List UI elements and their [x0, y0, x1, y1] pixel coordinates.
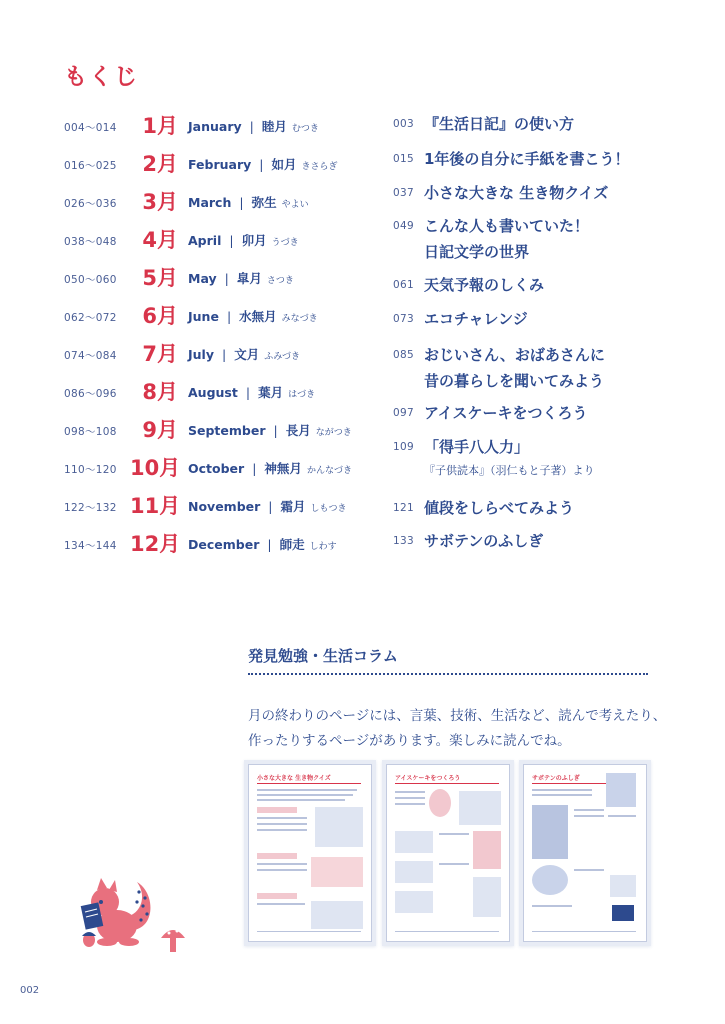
month-row [0, 454, 360, 484]
month-row [0, 416, 360, 446]
contents-page-number: 085 [393, 349, 414, 361]
month-english: March [188, 195, 232, 210]
month-page-range: 074〜084 [64, 350, 117, 362]
page-number: 002 [20, 985, 40, 996]
contents-title [424, 342, 605, 394]
separator: | [239, 195, 244, 210]
thumbnail-creature-quiz [248, 764, 372, 942]
month-number: 10月 [130, 456, 181, 480]
month-english: January [188, 119, 242, 134]
separator: | [221, 347, 227, 362]
separator: | [245, 385, 251, 400]
column-text-line-2: 作ったりするページがあります。楽しみに読んでね。 [248, 733, 571, 749]
month-number: 9月 [142, 418, 178, 442]
column-title: 発見勉強・生活コラム [248, 647, 398, 665]
month-number: 12月 [130, 532, 181, 556]
page-title: もくじ [64, 64, 139, 90]
thumbnail-ice-cake [386, 764, 510, 942]
month-names [188, 117, 319, 135]
month-number: 5月 [142, 266, 178, 290]
month-japanese: 長月 [285, 423, 311, 438]
contents-title [424, 272, 544, 298]
contents-page-number: 097 [393, 407, 414, 419]
month-reading: ながつき [315, 428, 352, 438]
month-japanese: 師走 [279, 537, 305, 552]
contents-page-number: 061 [393, 279, 414, 291]
month-reading: かんなづき [306, 466, 352, 476]
contents-title-line: 天気予報のしくみ [424, 276, 545, 294]
month-page-range: 062〜072 [64, 312, 117, 324]
contents-title-line: エコチャレンジ [424, 310, 528, 328]
month-number: 6月 [142, 304, 178, 328]
month-names [188, 307, 318, 325]
month-english: February [188, 157, 252, 172]
month-japanese: 葉月 [258, 385, 284, 400]
month-row [0, 530, 360, 560]
contents-title-line: こんな人も書いていた！ [424, 217, 590, 235]
month-japanese: 文月 [234, 347, 260, 362]
month-names [188, 345, 300, 363]
squirrel-illustration [75, 860, 187, 960]
separator: | [273, 423, 278, 438]
contents-title-line-2: 日記文学の世界 [424, 243, 530, 261]
column-description [248, 704, 668, 754]
month-page-range: 098〜108 [64, 426, 117, 438]
month-number: 11月 [130, 494, 181, 518]
contents-page-number: 133 [393, 535, 414, 547]
month-number: 1月 [142, 114, 178, 138]
month-reading: みなづき [281, 314, 318, 324]
contents-title [424, 146, 629, 172]
month-japanese: 睦月 [261, 119, 287, 134]
contents-title-line: 値段をしらべてみよう [424, 499, 575, 517]
month-english: May [188, 271, 217, 286]
separator: | [226, 309, 232, 324]
month-page-range: 110〜120 [64, 464, 117, 476]
month-english: August [188, 385, 238, 400]
contents-title-line: サボテンのふしぎ [424, 532, 544, 550]
month-row [0, 492, 360, 522]
contents-title [424, 495, 574, 521]
month-english: April [188, 233, 222, 248]
month-reading: さつき [266, 276, 294, 286]
month-japanese: 霜月 [280, 499, 306, 514]
acorn-icon [82, 932, 96, 947]
mushroom-icon [161, 930, 185, 953]
separator: | [267, 537, 272, 552]
month-reading: ふみづき [264, 352, 301, 362]
thumbnail-title: サボテンのふしぎ [532, 775, 580, 782]
month-number: 3月 [142, 190, 178, 214]
month-english: July [188, 347, 214, 362]
contents-title [424, 111, 574, 137]
separator: | [252, 461, 257, 476]
month-reading: はづき [288, 390, 316, 400]
contents-title [424, 528, 543, 554]
month-row [0, 302, 360, 332]
month-reading: しもつき [310, 504, 347, 514]
month-row [0, 378, 360, 408]
contents-page-number: 049 [393, 220, 414, 232]
month-names [188, 421, 352, 439]
month-english: June [188, 309, 219, 324]
month-page-range: 086〜096 [64, 388, 117, 400]
month-number: 2月 [142, 152, 178, 176]
month-names [188, 497, 347, 515]
month-reading: しわす [309, 542, 337, 552]
month-english: September [188, 423, 266, 438]
month-page-range: 122〜132 [64, 502, 117, 514]
month-row [0, 340, 360, 370]
month-page-range: 038〜048 [64, 236, 117, 248]
contents-title [424, 434, 529, 460]
month-japanese: 皐月 [236, 271, 262, 286]
month-page-range: 016〜025 [64, 160, 117, 172]
month-reading: やよい [281, 200, 309, 210]
month-names [188, 535, 337, 553]
month-row [0, 264, 360, 294]
month-page-range: 026〜036 [64, 198, 117, 210]
month-row [0, 226, 360, 256]
contents-page-number: 003 [393, 118, 414, 130]
contents-title-line: 「得手八人力」 [424, 438, 530, 456]
month-page-range: 050〜060 [64, 274, 117, 286]
contents-title [424, 180, 608, 206]
month-names [188, 459, 352, 477]
column-divider [248, 673, 648, 675]
contents-title [424, 213, 589, 265]
month-row [0, 188, 360, 218]
month-page-range: 134〜144 [64, 540, 117, 552]
thumbnail-title: アイスケーキをつくろう [395, 775, 461, 782]
contents-page-number: 121 [393, 502, 414, 514]
month-english: November [188, 499, 261, 514]
contents-title-line: 『生活日記』の使い方 [424, 115, 575, 133]
month-reading: きさらぎ [301, 162, 338, 172]
contents-title-line-2: 昔の暮らしを聞いてみよう [424, 372, 605, 390]
separator: | [249, 119, 254, 134]
month-japanese: 水無月 [239, 309, 277, 324]
contents-title-line: アイスケーキをつくろう [424, 404, 588, 422]
contents-page-number: 109 [393, 441, 414, 453]
contents-page-number: 073 [393, 313, 414, 325]
month-row [0, 150, 360, 180]
month-reading: うづき [271, 238, 299, 248]
month-names [188, 155, 338, 173]
month-names [188, 383, 315, 401]
contents-title-line: 1年後の自分に手紙を書こう！ [424, 150, 630, 168]
month-japanese: 弥生 [251, 195, 277, 210]
separator: | [229, 233, 234, 248]
month-number: 7月 [142, 342, 178, 366]
month-japanese: 如月 [271, 157, 297, 172]
month-number: 8月 [142, 380, 178, 404]
contents-title-line: おじいさん、おばあさんに [424, 346, 605, 364]
separator: | [259, 157, 264, 172]
month-names [188, 231, 299, 249]
month-reading: むつき [291, 124, 319, 134]
month-japanese: 卯月 [241, 233, 267, 248]
month-names [188, 269, 294, 287]
column-text-line-1: 月の終わりのページには、言葉、技術、生活など、読んで考えたり、 [248, 708, 667, 724]
month-row [0, 112, 360, 142]
month-english: October [188, 461, 245, 476]
thumbnail-title: 小さな大きな 生き物クイズ [257, 775, 331, 782]
separator: | [268, 499, 273, 514]
separator: | [224, 271, 229, 286]
contents-page-number: 037 [393, 187, 414, 199]
month-japanese: 神無月 [264, 461, 302, 476]
contents-title [424, 306, 528, 332]
month-english: December [188, 537, 260, 552]
contents-title [424, 400, 588, 426]
month-page-range: 004〜014 [64, 122, 117, 134]
thumbnail-cactus [523, 764, 647, 942]
contents-title-line: 小さな大きな 生き物クイズ [424, 184, 609, 202]
month-names [188, 193, 309, 211]
month-number: 4月 [142, 228, 178, 252]
contents-page-number: 015 [393, 153, 414, 165]
contents-subtitle: 『子供読本』（羽仁もと子著）より [424, 464, 595, 477]
